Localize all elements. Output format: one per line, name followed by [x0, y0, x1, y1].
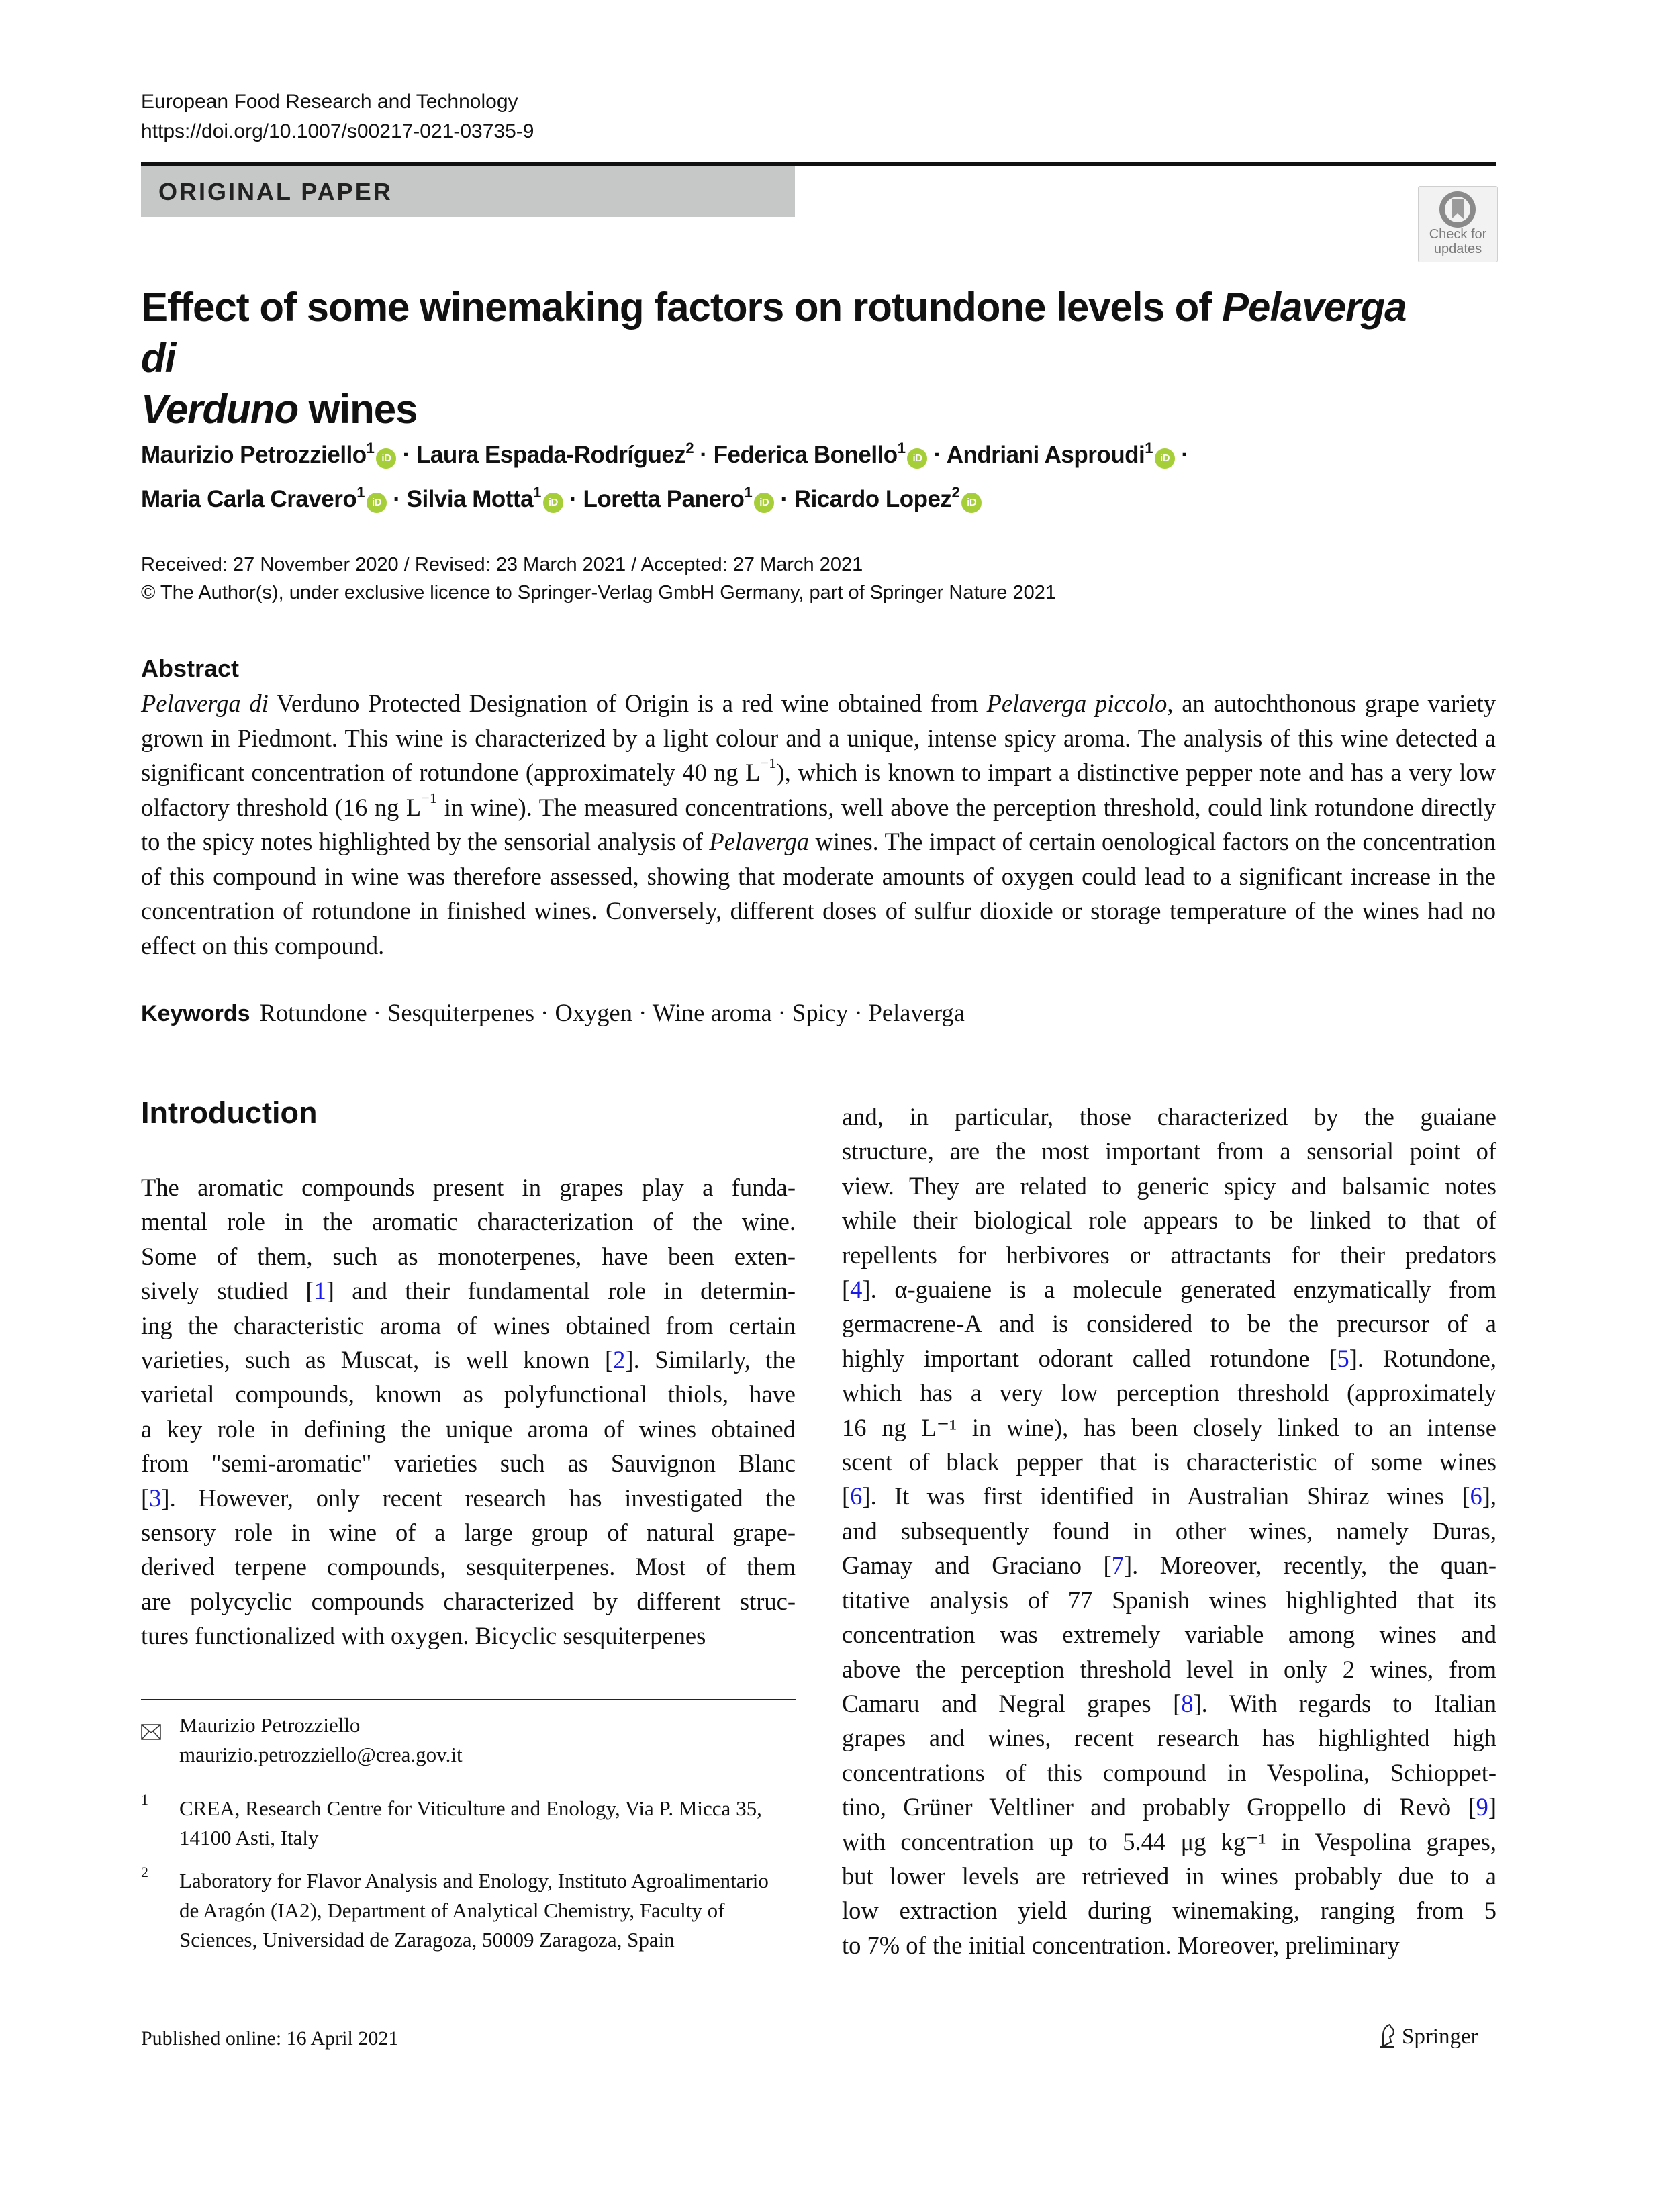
text-line: tino, Grüner Veltliner and probably Groppello di Revò [9]	[842, 1793, 1496, 1821]
corresponding-author-name: Maurizio Petrozziello	[179, 1713, 361, 1737]
footnote-rule	[141, 1699, 796, 1700]
text-line: highly important odorant called rotundone [5]. Rotundone,	[842, 1344, 1497, 1372]
section-heading-introduction: Introduction	[141, 1096, 318, 1130]
publisher-logo: Springer	[1378, 2022, 1478, 2050]
text-line: and, in particular, those characterized by the guaiane	[842, 1103, 1496, 1131]
text-line: but lower levels are retrieved in wines probably due to a	[842, 1862, 1496, 1890]
text-line: scent of black pepper that is characteristic of some wines	[842, 1448, 1496, 1476]
text-line: concentration was extremely variable among wines and	[842, 1621, 1496, 1649]
text-line: [6]. It was first identified in Australian Shiraz wines [6],	[842, 1482, 1496, 1510]
text-line: derived terpene compounds, sesquiterpenes. Most of them	[141, 1553, 796, 1581]
author-separator: ·	[396, 442, 417, 468]
affiliation-marker: 1	[356, 484, 365, 501]
text-line: view. They are related to generic spicy and balsamic notes	[842, 1171, 1496, 1200]
doi-link[interactable]: https://doi.org/10.1007/s00217-021-03735-9	[141, 120, 534, 142]
author-name[interactable]: Andriani Asproudi	[946, 442, 1145, 468]
author-name[interactable]: Federica Bonello	[713, 442, 898, 468]
author-name[interactable]: Ricardo Lopez	[794, 486, 952, 512]
text-line: are polycyclic compounds characterized by different struc-	[141, 1587, 796, 1615]
text-line: Camaru and Negral grapes [8]. With regards to Italian	[842, 1689, 1496, 1717]
abstract-body: Pelaverga di Verduno Protected Designation of Origin is a red wine obtained from Pelaverga piccolo, an autochthonous grape variety grown in Piedmont. This wine is characterized by a light colour and a unique, intense spicy aroma. The analysis of this wine detected a significant concentration of rotundone (approximately 40 ng $L^{-1}$), which is known to impart a distinctive pepper note and has a very low olfactory threshold (16 ng $L^{-1}$ in wine). The measured concentrations, well above the perception threshold, could link rotundone directly to the spicy notes highlighted by the sensorial analysis of Pelaverga wines. The impact of certain oenological factors on the concentration of this compound in wine was therefore assessed, showing that moderate amounts of oxygen could lead to a significant increase in the concentration of rotundone in finished wines. Conversely, different doses of sulfur dioxide or storage temperature of the wines had no effect on this compound.	[141, 689, 1496, 959]
text-line: germacrene-A and is considered to be the precursor of a	[842, 1310, 1496, 1338]
keywords-label: Keywords	[141, 1001, 250, 1026]
affiliation-marker: 1	[897, 440, 906, 456]
orcid-icon[interactable]: iD	[367, 493, 387, 513]
body-column-left	[141, 1170, 796, 1653]
citation-link[interactable]: [6]	[1462, 1482, 1490, 1510]
text-line: a key role in defining the unique aroma of wines obtained	[141, 1414, 796, 1443]
corresponding-author-email[interactable]: maurizio.petrozziello@crea.gov.it	[179, 1743, 463, 1766]
affiliation-marker: 2	[685, 440, 694, 456]
affiliation-number: 1	[141, 1791, 148, 1808]
citation-link[interactable]: [6]	[842, 1482, 871, 1510]
check-for-updates-badge[interactable]: Check for updates	[1418, 186, 1498, 262]
journal-name: European Food Research and Technology	[141, 91, 518, 113]
orcid-icon[interactable]: iD	[961, 493, 982, 513]
article-type-label: ORIGINAL PAPER	[158, 178, 393, 205]
text-line: grapes and wines, recent research has highlighted high	[842, 1724, 1496, 1752]
text-line: ing the characteristic aroma of wines obtained from certain	[141, 1311, 796, 1339]
paper-title: Effect of some winemaking factors on rotundone levels of Pelaverga di Verduno wines	[141, 285, 1407, 432]
affiliation-marker: 2	[951, 484, 960, 501]
citation-link[interactable]: [2]	[605, 1346, 634, 1374]
author-separator: ·	[563, 486, 583, 512]
article-type-bar	[141, 166, 795, 217]
orcid-icon[interactable]: iD	[543, 493, 563, 513]
text-line: The aromatic compounds present in grapes play a funda-	[141, 1173, 796, 1201]
text-line: sensory role in wine of a large group of natural grape-	[141, 1519, 796, 1547]
text-line: [4]. α-guaiene is a molecule generated enzymatically from	[842, 1276, 1496, 1304]
text-line: tures functionalized with oxygen. Bicyclic sesquiterpenes	[141, 1622, 706, 1650]
citation-link[interactable]: [3]	[141, 1484, 170, 1512]
affiliation-marker: 1	[744, 484, 753, 501]
citation-link[interactable]: [4]	[842, 1276, 871, 1304]
text-line: varietal compounds, known as polyfunctional thiols, have	[141, 1380, 796, 1408]
published-online-date: Published online: 16 April 2021	[141, 2027, 399, 2050]
text-line: structure, are the most important from a sensorial point of	[842, 1137, 1496, 1165]
affiliation-marker: 1	[533, 484, 541, 501]
orcid-icon[interactable]: iD	[907, 448, 927, 469]
text-line: varieties, such as Muscat, is well known [2]. Similarly, the	[141, 1346, 796, 1374]
text-line: above the perception threshold level in only 2 wines, from	[842, 1655, 1496, 1683]
text-line: mental role in the aromatic characterization of the wine.	[141, 1208, 796, 1236]
text-line: Some of them, such as monoterpenes, have been exten-	[141, 1242, 796, 1270]
keywords-list: Rotundone · Sesquiterpenes · Oxygen · Wine aroma · Spicy · Pelaverga	[259, 999, 965, 1026]
abstract-heading: Abstract	[141, 655, 240, 682]
text-line: low extraction yield during winemaking, ranging from 5	[842, 1896, 1496, 1925]
affiliation-1: CREA, Research Centre for Viticulture and Enology, Via P. Micca 35, 14100 Asti, Italy	[179, 1796, 762, 1849]
text-line: to 7% of the initial concentration. Moreover, preliminary	[842, 1931, 1400, 1959]
text-line: sively studied [1] and their fundamental role in determin-	[141, 1277, 796, 1305]
crossmark-icon	[1439, 191, 1476, 228]
text-line: and subsequently found in other wines, namely Duras,	[842, 1517, 1496, 1545]
text-line: with concentration up to 5.44 μg kg⁻¹ in Vespolina grapes,	[842, 1827, 1496, 1856]
author-separator: ·	[927, 442, 947, 468]
corresponding-author	[179, 1711, 783, 1770]
affiliation-marker: 1	[366, 440, 375, 456]
author-separator: ·	[774, 486, 794, 512]
orcid-icon[interactable]: iD	[754, 493, 774, 513]
body-column-right	[842, 1100, 1496, 1962]
author-list	[141, 430, 1484, 518]
citation-link[interactable]: [1]	[305, 1277, 334, 1305]
citation-link[interactable]: [7]	[1103, 1551, 1133, 1580]
citation-link[interactable]: [5]	[1329, 1344, 1358, 1372]
affiliation-marker: 1	[1145, 440, 1153, 456]
affiliation-2: Laboratory for Flavor Analysis and Enology, Instituto Agroalimentario de Aragón (IA2), Department of Analytical Chemistry, Faculty of Sciences, Universidad de Zaragoza, 50009 Zaragoza, Spain	[179, 1869, 769, 1952]
text-line: titative analysis of 77 Spanish wines highlighted that its	[842, 1586, 1496, 1614]
affiliation-number: 2	[141, 1864, 148, 1880]
text-line: repellents for herbivores or attractants for their predators	[842, 1241, 1496, 1269]
publication-history	[141, 550, 1484, 607]
journal-header	[141, 87, 534, 146]
text-line: 16 ng L⁻¹ in wine), has been closely linked to an intense	[842, 1413, 1496, 1441]
author-separator: ·	[1175, 442, 1189, 468]
text-line: Gamay and Graciano [7]. Moreover, recently, the quan-	[842, 1551, 1497, 1580]
text-line: concentrations of this compound in Vespolina, Schioppet-	[842, 1758, 1496, 1786]
author-name[interactable]: Maria Carla Cravero	[141, 486, 357, 512]
author-separator: ·	[694, 442, 714, 468]
author-separator: ·	[386, 486, 407, 512]
text-line: [3]. However, only recent research has investigated the	[141, 1484, 796, 1512]
orcid-icon[interactable]: iD	[1155, 448, 1175, 469]
text-line: while their biological role appears to be linked to that of	[842, 1206, 1496, 1235]
springer-horse-icon	[1378, 2022, 1398, 2049]
citation-link[interactable]: [9]	[1468, 1793, 1496, 1821]
author-name[interactable]: Loretta Panero	[583, 486, 745, 512]
author-name[interactable]: Maurizio Petrozziello	[141, 442, 367, 468]
author-name[interactable]: Silvia Motta	[406, 486, 534, 512]
author-name[interactable]: Laura Espada-Rodríguez	[416, 442, 686, 468]
text-line: from "semi-aromatic" varieties such as Sauvignon Blanc	[141, 1449, 796, 1478]
text-line: which has a very low perception threshold (approximately	[842, 1379, 1496, 1407]
orcid-icon[interactable]: iD	[376, 448, 396, 469]
keywords	[141, 996, 1484, 1030]
copyright-notice: © The Author(s), under exclusive licence to Springer-Verlag GmbH Germany, part of Springer Nature 2021	[141, 582, 1056, 604]
envelope-icon	[141, 1719, 161, 1748]
citation-link[interactable]: [8]	[1173, 1689, 1202, 1717]
history-dates: Received: 27 November 2020 / Revised: 23 March 2021 / Accepted: 27 March 2021	[141, 554, 863, 575]
